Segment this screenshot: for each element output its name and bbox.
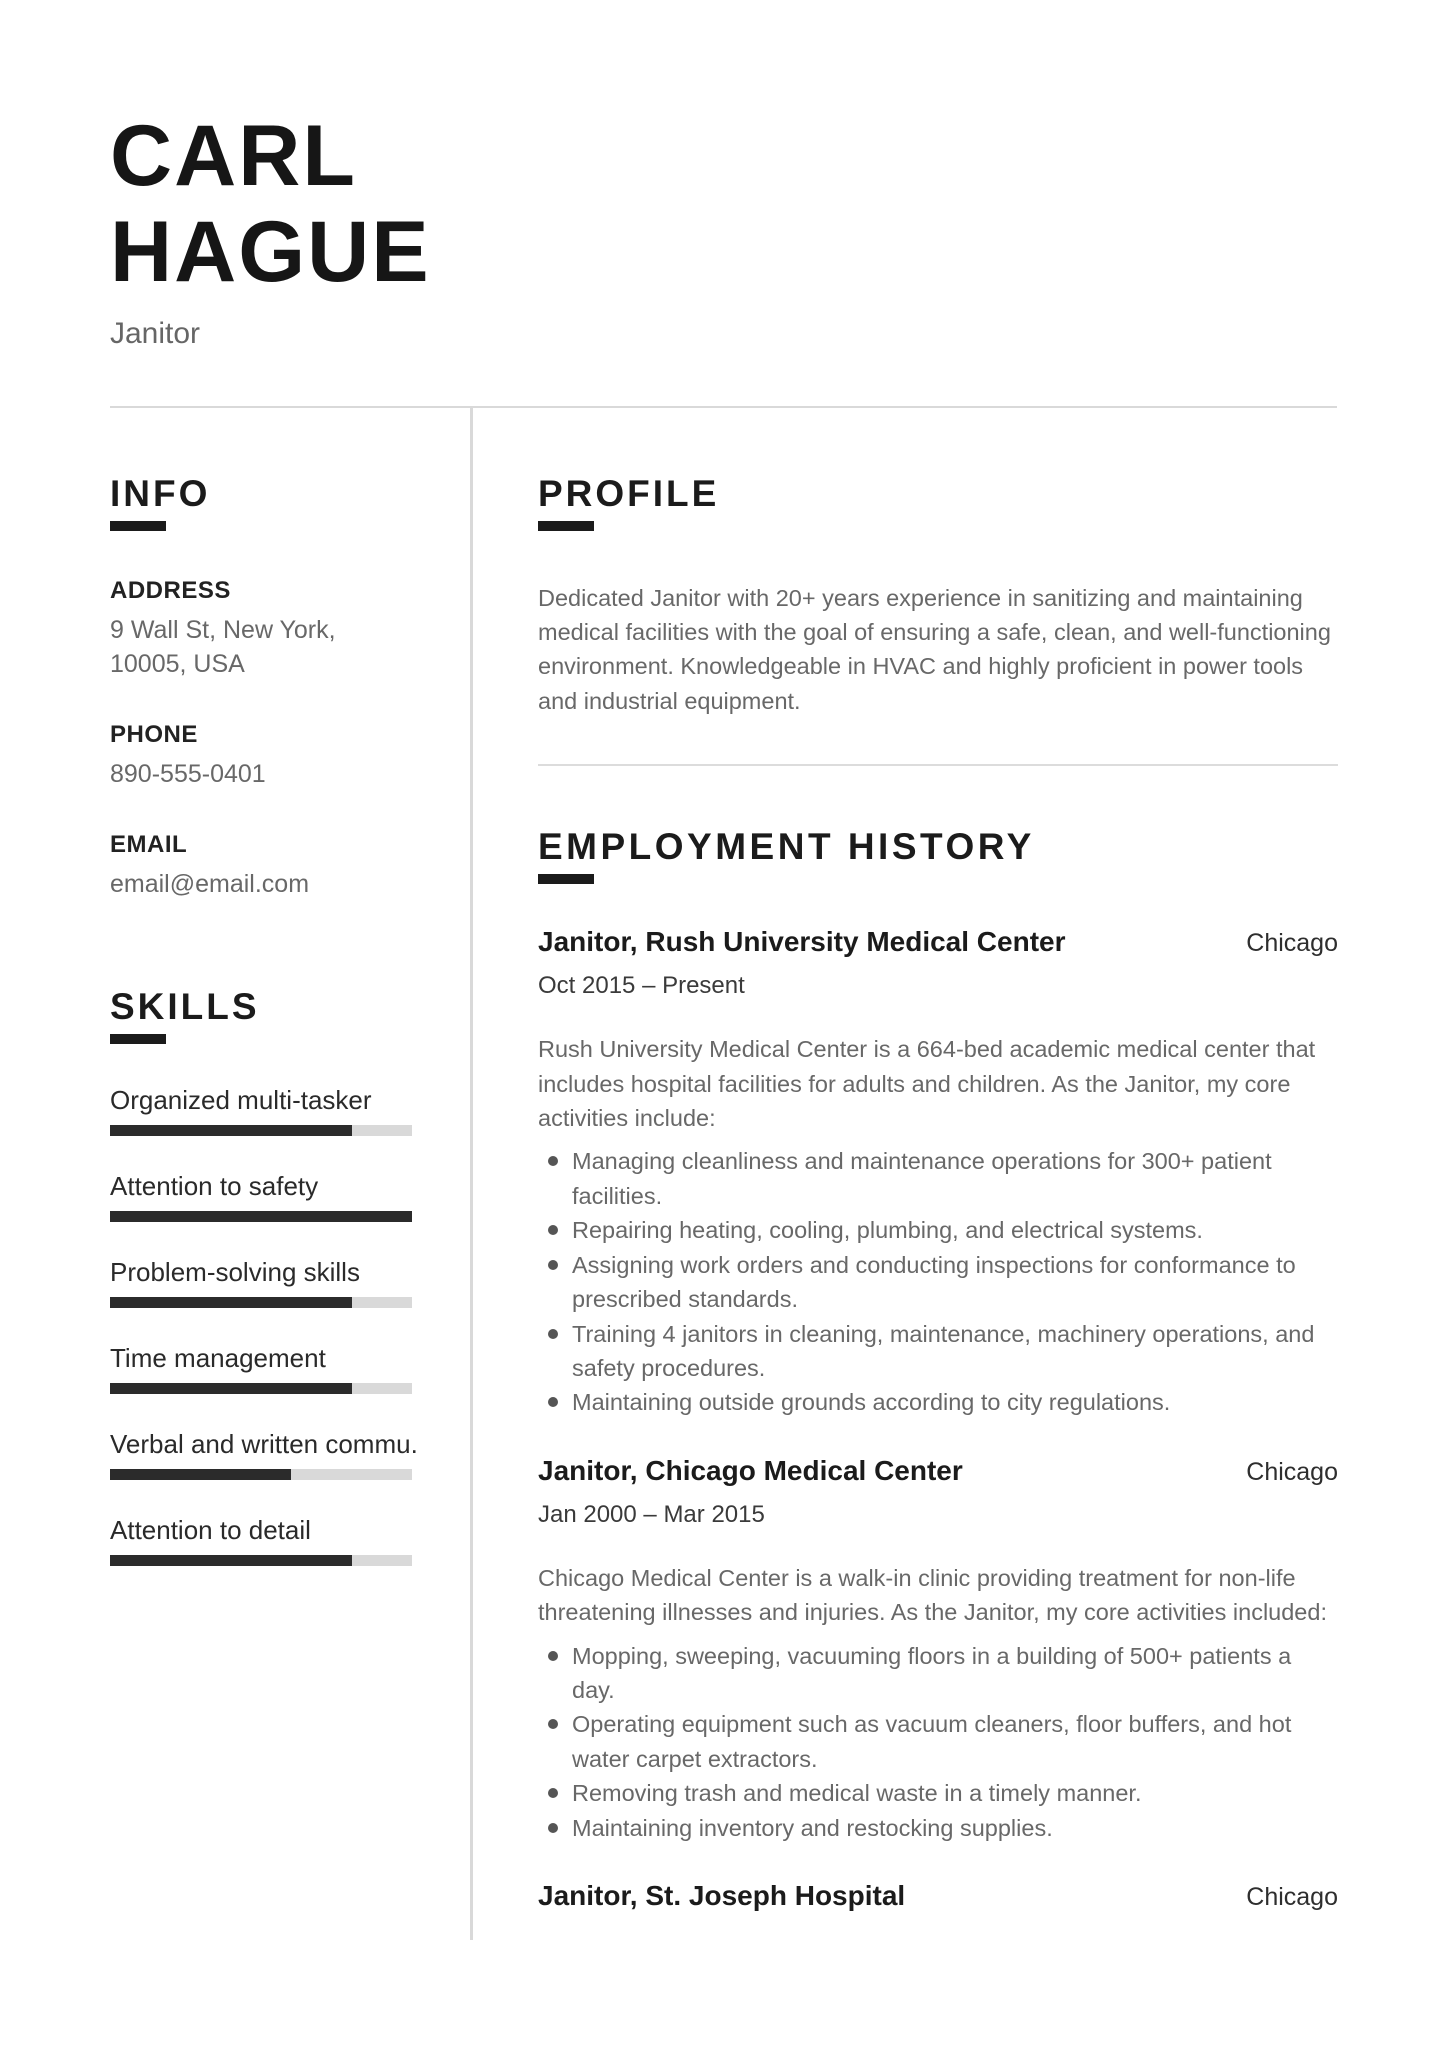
skill-bar-track [110, 1297, 412, 1308]
skill-label: Attention to safety [110, 1170, 319, 1201]
resume-body [110, 408, 1447, 1940]
job-location: Chicago [1246, 1457, 1338, 1486]
left-column [110, 408, 470, 1940]
info-field-value: 890-555-0401 [110, 759, 266, 788]
person-job-title: Janitor [110, 316, 201, 350]
job-head [538, 1880, 1338, 1912]
skill-label: Problem-solving skills [110, 1256, 360, 1287]
employment-heading-underline [538, 874, 594, 884]
skill-label: Organized multi-tasker [110, 1084, 372, 1115]
skill-label: Time management [110, 1342, 326, 1373]
info-field-label: PHONE [110, 720, 198, 748]
job-head [538, 1455, 1338, 1487]
info-field-value: 9 Wall St, New York, 10005, USA [110, 615, 336, 678]
job-entry [538, 926, 1338, 1419]
job-entry [538, 1880, 1338, 1912]
job-bullet: Mopping, sweeping, vacuuming floors in a building of 500+ patients a day. [538, 1639, 1338, 1708]
info-field-email [110, 831, 412, 901]
skill-bar-fill [110, 1555, 352, 1566]
skill-bar-track [110, 1555, 412, 1566]
person-name: CARL HAGUE [110, 108, 431, 301]
info-fields [110, 577, 412, 901]
section-divider [538, 764, 1338, 766]
skill-bar-fill [110, 1125, 352, 1136]
job-bullet: Maintaining inventory and restocking supplies. [538, 1811, 1338, 1845]
job-bullet-list [538, 1144, 1338, 1419]
job-dates: Jan 2000 – Mar 2015 [538, 1500, 765, 1528]
job-title: Janitor, Chicago Medical Center [538, 1454, 963, 1486]
profile-text: Dedicated Janitor with 20+ years experience in sanitizing and maintaining medical facilities with the goal of ensuring a safe, clean, and well-functioning environment. Knowledgeable in HVAC and highly proficient in power tools and industrial equipment. [538, 584, 1331, 714]
skill-bar-track [110, 1211, 412, 1222]
employment-heading: EMPLOYMENT HISTORY [538, 826, 1035, 868]
profile-heading: PROFILE [538, 472, 720, 514]
skill-bar-fill [110, 1297, 352, 1308]
skill-bar-fill [110, 1469, 291, 1480]
skill-item [110, 1257, 412, 1308]
job-bullet: Assigning work orders and conducting inspections for conformance to prescribed standards. [538, 1248, 1338, 1317]
job-title: Janitor, St. Joseph Hospital [538, 1879, 906, 1911]
job-location: Chicago [1246, 1882, 1338, 1911]
info-field-address [110, 577, 412, 681]
skill-bar-track [110, 1125, 412, 1136]
skill-item [110, 1171, 412, 1222]
skill-label: Verbal and written commu. [110, 1428, 418, 1459]
job-bullet: Repairing heating, cooling, plumbing, and electrical systems. [538, 1213, 1338, 1247]
skill-item [110, 1085, 412, 1136]
job-location: Chicago [1246, 929, 1338, 958]
job-bullet: Maintaining outside grounds according to city regulations. [538, 1385, 1338, 1419]
job-bullet: Removing trash and medical waste in a timely manner. [538, 1776, 1338, 1810]
info-heading-underline [110, 521, 166, 531]
job-bullet: Training 4 janitors in cleaning, maintenance, machinery operations, and safety procedures. [538, 1317, 1338, 1386]
skill-bar-track [110, 1383, 412, 1394]
right-column [470, 408, 1338, 1940]
job-bullet-list [538, 1639, 1338, 1845]
job-bullet: Operating equipment such as vacuum cleaners, floor buffers, and hot water carpet extractors. [538, 1707, 1338, 1776]
skills-heading: SKILLS [110, 985, 260, 1027]
job-bullet: Managing cleanliness and maintenance operations for 300+ patient facilities. [538, 1144, 1338, 1213]
skills-heading-underline [110, 1034, 166, 1044]
skill-bar-fill [110, 1211, 412, 1222]
info-field-value: email@email.com [110, 869, 310, 898]
info-heading: INFO [110, 472, 211, 514]
job-summary: Chicago Medical Center is a walk-in clinic providing treatment for non-life threatening illnesses and injuries. As the Janitor, my core activities included: [538, 1564, 1327, 1626]
job-summary: Rush University Medical Center is a 664-bed academic medical center that includes hospital facilities for adults and children. As the Janitor, my core activities include: [538, 1036, 1316, 1132]
job-dates: Oct 2015 – Present [538, 972, 745, 1000]
job-head [538, 926, 1338, 958]
info-field-phone [110, 721, 412, 791]
skill-bar-fill [110, 1383, 352, 1394]
skill-item [110, 1343, 412, 1394]
info-field-label: ADDRESS [110, 576, 231, 604]
resume-header [0, 0, 1447, 351]
skill-bar-track [110, 1469, 412, 1480]
job-title: Janitor, Rush University Medical Center [538, 926, 1066, 958]
skill-label: Attention to detail [110, 1514, 311, 1545]
skill-item [110, 1428, 418, 1480]
info-field-label: EMAIL [110, 830, 188, 858]
skill-item [110, 1515, 412, 1566]
profile-heading-underline [538, 521, 594, 531]
skill-list [110, 1084, 418, 1566]
job-entry [538, 1455, 1338, 1845]
